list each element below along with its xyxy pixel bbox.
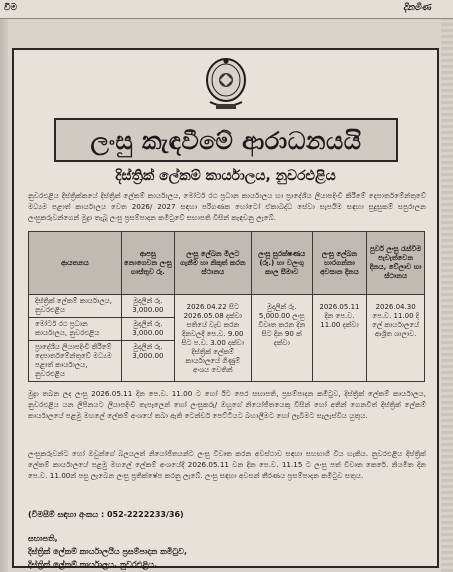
- submission-paragraph: මුද්‍රා තබන ලද ලංසු 2026.05.11 දින පෙ.ව. 11.00 ට හෝ ඊට පෙර සභාපති, ප්‍රසම්පාදන කමිටුව, දිස්ත්‍රික් ලේකම් කාර්යාලය, නුවරඑළිය යන ලිපිනයට ලියාපදිංචි තැපෑලෙන් හෝ ලංසුකරු/ ඔහුගේ නියෝජිතයෙකු විසින් හෝ අතින් ගෙනවිත් දිස්ත්‍රික් ලේකම් කාර්යාලයේ පළමු මහලේ ලේකම් අංශයේ තබා ඇති ටෙන්ඩර් පෙට්ටියට බහාලීමට හෝ ලැබීමට සැලැස්විය යුතුය.: [28, 389, 426, 420]
- column-header: ලංසු සුරක්ෂණය (රු.) හා වලංගු කාල සීමාව: [251, 232, 312, 295]
- page-header-left: වීම: [4, 3, 17, 13]
- right-column-edge: [441, 19, 453, 572]
- column-header: ආපසු නොගෙවන ලංසු ගාස්තුව රු.: [121, 232, 174, 295]
- signature-block: [28, 532, 328, 571]
- sri-lanka-emblem-icon: [204, 56, 248, 112]
- newspaper-header: [0, 0, 453, 19]
- institution-cell: මෝටර් රථ ප්‍රධාන කාර්යාලය, නුවරඑළිය: [29, 318, 122, 341]
- column-header: ලංසු ලේඛන මිලට ගැනීම හා නිකුත් කරන ස්ථානය: [174, 232, 251, 295]
- prebid-cell: 2026.04.30 පෙ.ව. 11.00 දි ලේ කාර්යාලයේ ආශ්‍රිත ශාලාව.: [367, 295, 425, 382]
- signature-committee: දිස්ත්‍රික් ලේකම් කාර්යාලයීය ප්‍රසම්පාදන කමිටුව,: [28, 547, 187, 556]
- signature-title: සභාපති,: [28, 534, 58, 543]
- fee-cell: මුදලින් රු. 3,000.00: [121, 341, 174, 382]
- issue-cell: 2026.04.22 සිට 2026.05.08 දක්වා සතියේ වැඩ කරන දිනවලදී පෙ.ව. 9.00 සිට ප.ව. 3.00 දක්වා දිස්ත්‍රික් ලේකම් කාර්යාලයේ ගිණුම් අංශය වෙතින්: [174, 295, 251, 382]
- institution-cell: ප්‍රාදේශීය ලියාපදිංචි කිරීමේ දෙපාර්තමේන්තුවේ මධ්‍යම පළාත් කාර්යාලය, නුවරඑළිය: [29, 341, 122, 382]
- notice-title: ලංසු කැඳවීමේ ආරාධනයයි: [54, 118, 398, 162]
- newspaper-masthead: දිනමිණ: [403, 3, 431, 13]
- fee-cell: මුදලින් රු. 3,000.00: [121, 295, 174, 318]
- signature-office: දිස්ත්‍රික් ලේකම් කාර්යාලය, නුවරඑළිය.: [28, 560, 158, 569]
- office-name: දිස්ත්‍රික් ලේකම් කාර්යාලය, නුවරඑළිය: [115, 168, 336, 184]
- column-header: ලංසු ලේඛන භාරගන්නා අවසාන දිනය: [312, 232, 367, 295]
- column-header: ආයතනය: [29, 232, 122, 295]
- left-column-edge: [0, 19, 8, 572]
- inquiry-phone: (විමසීම් සඳහා අංකය : 052-2222233/36): [28, 510, 184, 519]
- intro-paragraph: නුවරඑළිය දිස්ත්‍රික්කයේ දිස්ත්‍රික් ලේකම් කාර්යාලය, මෝටර් රථ ප්‍රධාන කාර්යාලය හා ප්‍රාදේශීය ලියාපදිංචි කිරීමේ දෙපාර්තමේන්තුවේ මධ්‍යම පළාත් කාර්යාලය වෙත 2026/ 2027 සඳහා පරිගණක හෝටෝ ඒකාබද්ධ සේවා සැපයීම සඳහා සුදුසුකම් සපුරාලන ලංසුකරුවන්ගෙන් මුද්‍රා තැබූ ලංසු ප්‍රසම්පාදන කමිටුවේ සභාපති විසින් කැඳවනු ලැබේ.: [28, 191, 426, 222]
- table-row: [29, 295, 425, 318]
- tender-notice: [12, 48, 439, 568]
- opening-paragraph: ලංසුකරුවන්ට හෝ ඔවුන්ගේ බලයලත් නියෝජිතයන්ට ලංසු විවෘත කරන අවස්ථාව සඳහා සහභාගී විය හැකිය. නුවරඑළිය දිස්ත්‍රික් ලේකම් කාර්යාලයේ පළමු මහලේ ලේකම් අංශයේදී 2026.05.11 වන දින පෙ.ව. 11.15 ට ලංසු පත් විවෘත කෙරේ. නියමිත දින පෙ.ව. 11.00න් පසු ලැබෙන ලංසු ප්‍රතික්ෂේප කරනු ලැබේ. ලංසු සඳහා අවසන් තීරණය ප්‍රසම්පාදන කමිටුව සතුය.: [28, 449, 426, 480]
- table-header-row: [29, 232, 425, 295]
- fee-cell: මුදලින් රු. 3,000.00: [121, 318, 174, 341]
- tender-table: [28, 231, 425, 382]
- institution-cell: දිස්ත්‍රික් ලේකම් කාර්යාලය, නුවරඑළිය: [29, 295, 122, 318]
- column-header: පුර්ව ලංසු රැස්වීම පැවැත්වෙන දිනය, වේලාව හා ස්ථානය: [367, 232, 425, 295]
- deadline-cell: 2026.05.11 දින පෙ.ව. 11.00 දක්වා: [312, 295, 367, 382]
- security-cell: මුදලින් රු. 5,000.00 ලංසු විවෘත කරන දින සිට දින 90 ක් දක්වා: [251, 295, 312, 382]
